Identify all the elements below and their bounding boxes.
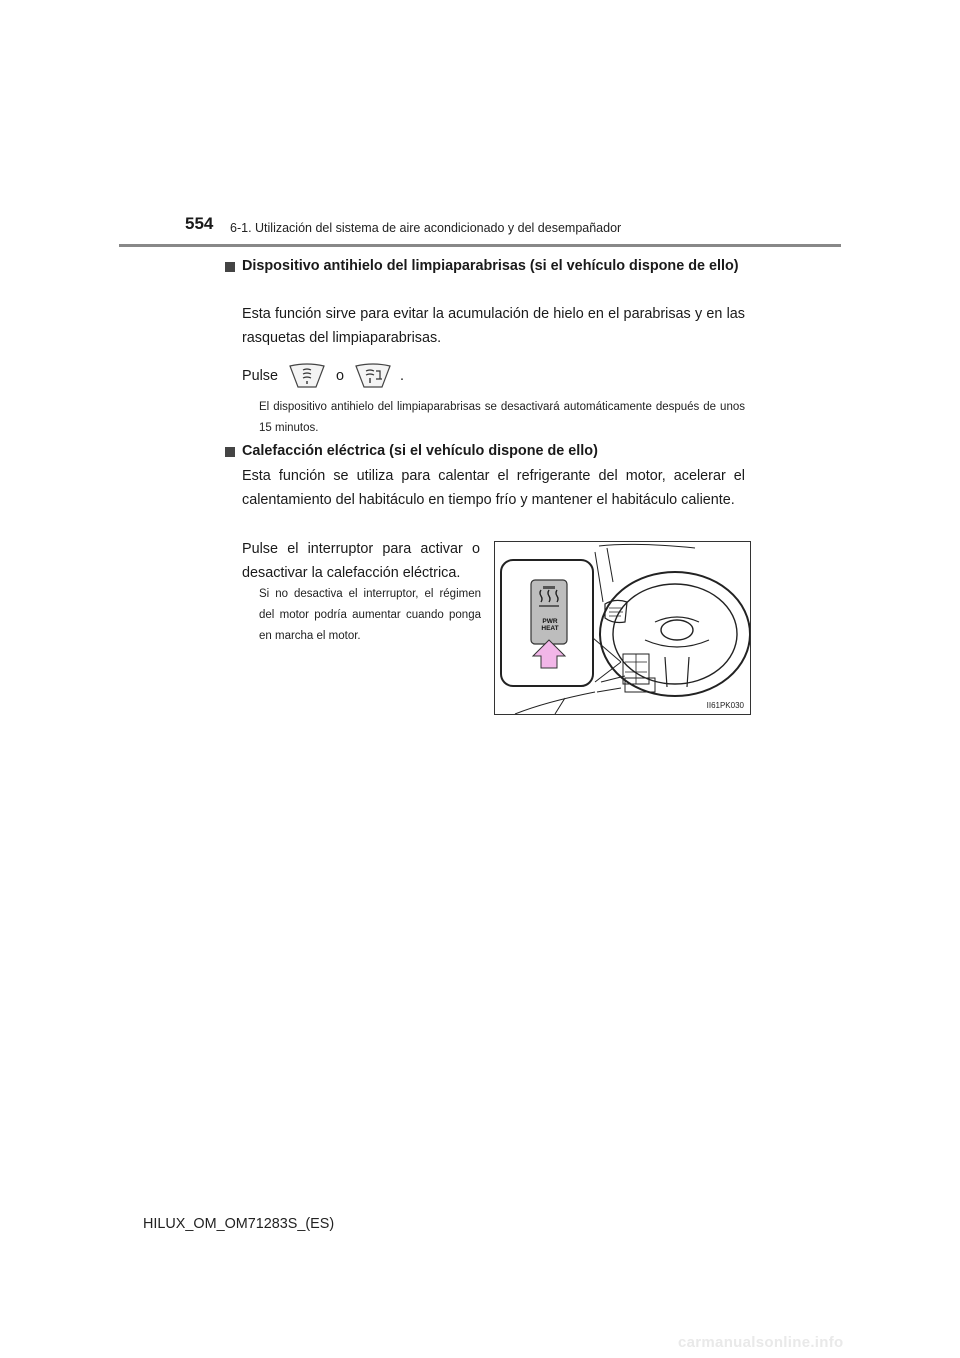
switch-label-line1: PWR: [542, 618, 558, 625]
instruction-prefix: Pulse: [242, 368, 278, 384]
instruction-row-wiper-deicer: [242, 363, 404, 389]
section-heading-wiper-deicer: Dispositivo antihielo del limpiaparabrisas (si el vehículo dispone de ello): [242, 258, 739, 274]
section-bullet-icon: [225, 447, 235, 457]
dashboard-illustration: [494, 541, 751, 715]
watermark: carmanualsonline.info: [678, 1334, 844, 1351]
instruction-electric-heater: Pulse el interruptor para activar o desactivar la calefacción eléctrica.: [242, 541, 480, 581]
wiper-deicer-button-icon[interactable]: [288, 363, 326, 389]
footer-doc-id: HILUX_OM_OM71283S_(ES): [143, 1216, 335, 1232]
section-title: 6-1. Utilización del sistema de aire acondicionado y del desempañador: [230, 221, 622, 235]
section-bullet-icon: [225, 262, 235, 272]
instruction-or: o: [336, 368, 345, 384]
wiper-deicer-alt-button-icon[interactable]: [354, 363, 392, 389]
dashboard-drawing: [495, 542, 750, 714]
section-body-wiper-deicer: Esta función sirve para evitar la acumulación de hielo en el parabrisas y en las rasquetas del limpiaparabrisas.: [242, 306, 745, 346]
pwr-heat-switch-label: [539, 618, 561, 632]
section-heading-electric-heater: Calefacción eléctrica (si el vehículo dispone de ello): [242, 443, 598, 459]
section-body-electric-heater: Esta función se utiliza para calentar el refrigerante del motor, acelerar el calentamiento del habitáculo en tiempo frío y mantener el habitáculo caliente.: [242, 468, 745, 508]
switch-label-line2: HEAT: [541, 625, 559, 632]
header-divider: [119, 244, 841, 247]
page-number: 554: [185, 214, 214, 233]
section-note-electric-heater: Si no desactiva el interruptor, el régimen del motor podría aumentar cuando ponga en marcha el motor.: [259, 588, 481, 642]
section-note-wiper-deicer: El dispositivo antihielo del limpiaparabrisas se desactivará automáticamente después de unos 15 minutos.: [259, 401, 745, 434]
instruction-suffix: .: [400, 368, 405, 384]
figure-code: II61PK030: [706, 701, 744, 710]
